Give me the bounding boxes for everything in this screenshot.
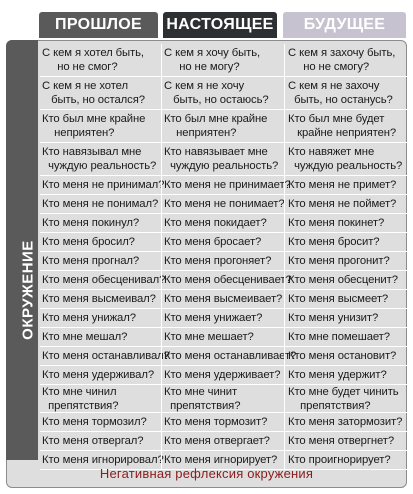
cell-future: Кто проигнорирует?: [284, 451, 407, 469]
cell-past: Кто меня высмеивал?: [42, 293, 156, 305]
cell-present: Кто меня останавливает?: [161, 347, 284, 365]
cell-past: Кто меня прогнал?: [42, 255, 140, 267]
cell-present: Кто меня прогоняет?: [161, 252, 284, 270]
cell-present: Кто был мне крайне неприятен?: [161, 110, 284, 142]
row-group-sidebar: [6, 40, 38, 460]
cell-past: Кто меня отвергал?: [42, 435, 144, 447]
cell-present: Кто мне мешает?: [161, 328, 284, 346]
cell-present: Кто меня не понимает?: [161, 195, 284, 213]
cell-past: Кто меня не принимал?: [42, 179, 165, 191]
cell-present: С кем я не хочу быть, но остаюсь?: [161, 77, 284, 109]
table-caption: Негативная рефлексия окружения: [99, 466, 314, 481]
cell-future: С кем я не захочу быть, но останусь?: [284, 77, 407, 109]
cell-past: С кем я не хотел быть, но остался?: [42, 80, 145, 106]
cell-present: Кто меня обесценивает?: [161, 271, 284, 289]
table-row: [40, 195, 407, 214]
table-row: [40, 233, 407, 252]
cell-present: Кто меня игнорирует?: [161, 451, 284, 469]
cell-past: Кто меня покинул?: [42, 217, 140, 229]
row-group-label: ОКРУЖЕНИЕ: [19, 240, 37, 340]
cell-future: Кто меня остановит?: [284, 347, 407, 365]
cell-future: Кто меня прогонит?: [284, 252, 407, 270]
cell-future: Кто меня покинет?: [284, 214, 407, 232]
cell-future: Кто навяжет мне чуждую реальность?: [284, 143, 407, 175]
table-row: [40, 143, 407, 176]
table-row: [40, 110, 407, 143]
cell-future: Кто меня не примет?: [284, 176, 407, 194]
cell-present: Кто мне чинит препятствия?: [161, 385, 284, 412]
cell-present: Кто меня высмеивает?: [161, 290, 284, 308]
cell-present: Кто меня удерживает?: [161, 366, 284, 384]
column-headers: [0, 12, 413, 38]
cell-past: Кто меня бросил?: [42, 236, 135, 248]
cell-present: Кто навязывает мне чуждую реальность?: [161, 143, 284, 175]
cell-past: Кто навязывал мне чуждую реальность?: [42, 146, 157, 172]
cell-past: Кто меня игнорировал?: [42, 454, 164, 466]
cell-past: С кем я хотел быть, но не смог?: [42, 47, 144, 73]
cell-past: Кто меня обесценивал?: [42, 274, 166, 286]
cell-past: Кто меня останавливал?: [42, 350, 170, 362]
cell-past: Кто меня тормозил?: [42, 416, 147, 428]
cell-present: Кто меня покидает?: [161, 214, 284, 232]
table-row: [40, 366, 407, 385]
cell-future: Кто меня обесценит?: [284, 271, 407, 289]
cell-future: Кто меня затормозит?: [284, 413, 407, 431]
cell-past: Кто меня удерживал?: [42, 369, 155, 381]
cell-future: Кто мне будет чинить препятствия?: [284, 385, 407, 412]
cell-future: Кто меня не поймет?: [284, 195, 407, 213]
questions-grid: [40, 44, 407, 470]
table-row: [40, 77, 407, 110]
cell-past: Кто меня не понимал?: [42, 198, 159, 210]
table-row: [40, 271, 407, 290]
cell-present: Кто меня бросает?: [161, 233, 284, 251]
table-row: [40, 385, 407, 413]
cell-present: Кто меня унижает?: [161, 309, 284, 327]
table-row: [40, 309, 407, 328]
table-row: [40, 44, 407, 77]
cell-future: С кем я захочу быть, но не смогу?: [284, 44, 407, 76]
cell-present: Кто меня не принимает?: [161, 176, 284, 194]
header-present: НАСТОЯЩЕЕ: [163, 12, 277, 38]
table-row: [40, 432, 407, 451]
cell-past: Кто был мне крайне неприятен?: [42, 113, 146, 139]
table-row: [40, 413, 407, 432]
header-past: ПРОШЛОЕ: [39, 12, 158, 38]
cell-future: Кто был мне будет крайне неприятен?: [284, 110, 407, 142]
cell-past: Кто мне чинил препятствия?: [42, 385, 119, 412]
table-row: [40, 290, 407, 309]
cell-future: Кто меня унизит?: [284, 309, 407, 327]
cell-past: Кто мне мешал?: [42, 331, 128, 343]
cell-present: Кто меня тормозит?: [161, 413, 284, 431]
cell-present: Кто меня отвергает?: [161, 432, 284, 450]
table-row: [40, 176, 407, 195]
table-row: [40, 214, 407, 233]
cell-future: Кто меня удержит?: [284, 366, 407, 384]
cell-past: Кто меня унижал?: [42, 312, 136, 324]
cell-future: Кто меня высмеет?: [284, 290, 407, 308]
cell-future: Кто меня бросит?: [284, 233, 407, 251]
cell-present: С кем я хочу быть, но не могу?: [161, 44, 284, 76]
cell-future: Кто мне помешает?: [284, 328, 407, 346]
table-row: [40, 347, 407, 366]
table-row: [40, 328, 407, 347]
cell-future: Кто меня отвергнет?: [284, 432, 407, 450]
table-row: [40, 252, 407, 271]
header-future: БУДУЩЕЕ: [283, 12, 406, 38]
